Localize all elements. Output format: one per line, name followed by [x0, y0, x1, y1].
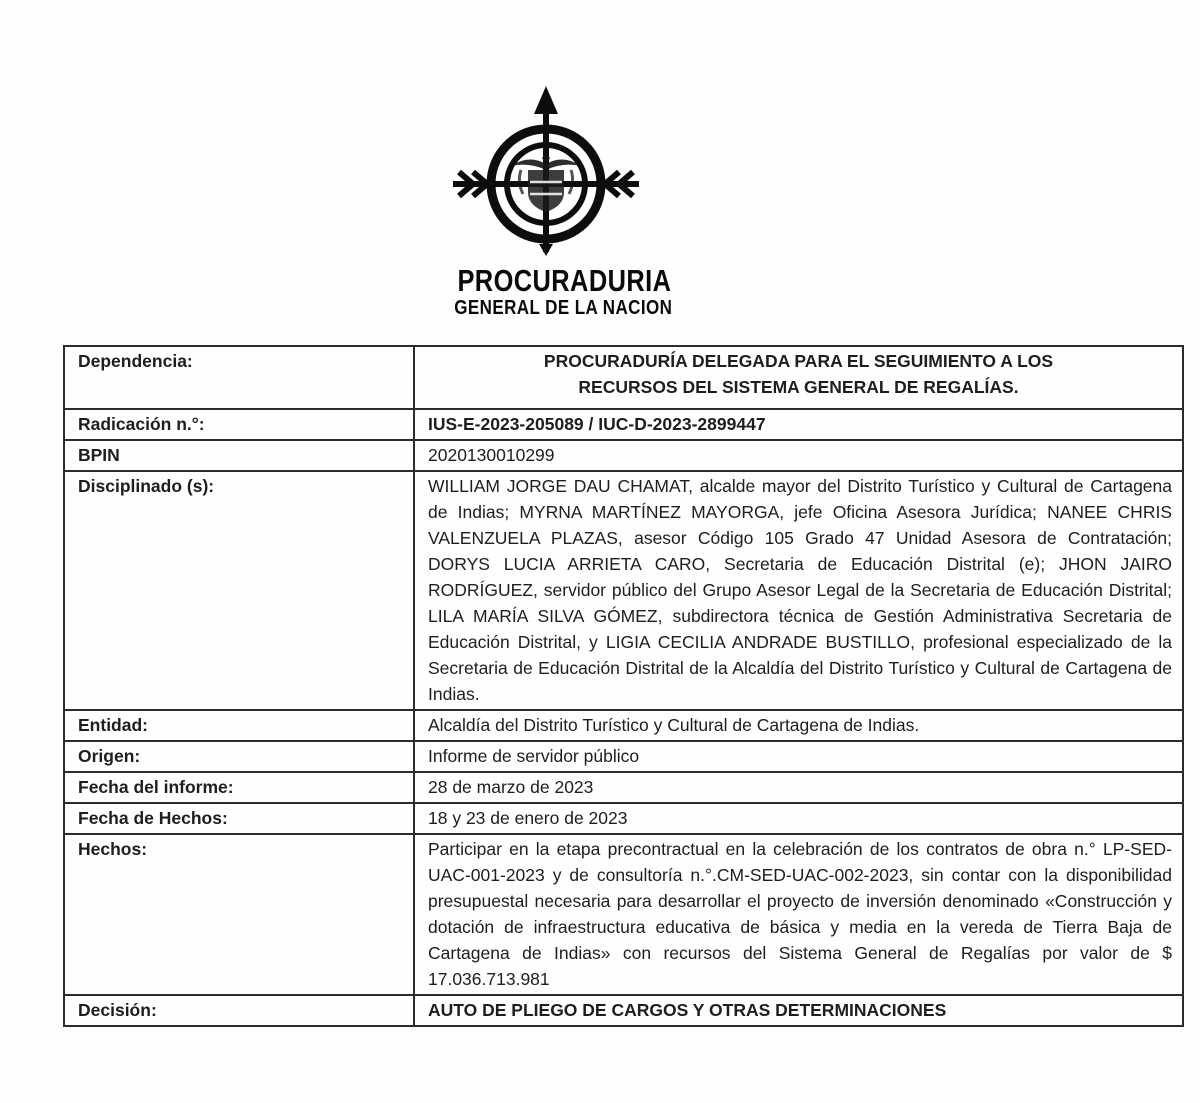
row-label: Origen:	[64, 741, 414, 772]
row-label: BPIN	[64, 440, 414, 471]
row-value: PROCURADURÍA DELEGADA PARA EL SEGUIMIENTO A LOS RECURSOS DEL SISTEMA GENERAL DE REGALÍAS.	[414, 346, 1183, 409]
case-summary-table	[63, 345, 1184, 1027]
row-label: Hechos:	[64, 834, 414, 995]
row-label: Dependencia:	[64, 346, 414, 409]
table-row	[64, 471, 1183, 710]
row-label: Decisión:	[64, 995, 414, 1026]
row-label: Fecha del informe:	[64, 772, 414, 803]
row-value: Alcaldía del Distrito Turístico y Cultural de Cartagena de Indias.	[414, 710, 1183, 741]
row-value: 28 de marzo de 2023	[414, 772, 1183, 803]
table-row	[64, 710, 1183, 741]
table-row	[64, 346, 1183, 409]
row-label: Disciplinado (s):	[64, 471, 414, 710]
row-label: Radicación n.°:	[64, 409, 414, 440]
row-value: AUTO DE PLIEGO DE CARGOS Y OTRAS DETERMINACIONES	[414, 995, 1183, 1026]
table-row	[64, 995, 1183, 1026]
logo-title: PROCURADURIA	[457, 263, 672, 298]
table-row	[64, 834, 1183, 995]
row-value: 18 y 23 de enero de 2023	[414, 803, 1183, 834]
row-value: Participar en la etapa precontractual en la celebración de los contratos de obra n.° LP-SED-UAC-001-2023 y de consultoría n.°.CM-SED-UAC-002-2023, sin contar con la disponibilidad presupuestal necesaria para desarrollar el proyecto de inversión denominado «Construcción y dotación de infraestructura educativa de básica y media en la vereda de Tierra Baja de Cartagena de Indias» con recursos del Sistema General de Regalías por valor de $ 17.036.713.981	[414, 834, 1183, 995]
table-row	[64, 803, 1183, 834]
pgn-logo	[438, 86, 673, 319]
case-summary-rows	[64, 346, 1183, 1026]
row-label: Fecha de Hechos:	[64, 803, 414, 834]
table-row	[64, 772, 1183, 803]
logo-subtitle: GENERAL DE LA NACION	[454, 297, 673, 319]
row-label: Entidad:	[64, 710, 414, 741]
table-row	[64, 440, 1183, 471]
row-value: Informe de servidor público	[414, 741, 1183, 772]
row-value: IUS-E-2023-205089 / IUC-D-2023-2899447	[414, 409, 1183, 440]
pgn-seal-icon	[451, 86, 641, 258]
row-value: WILLIAM JORGE DAU CHAMAT, alcalde mayor del Distrito Turístico y Cultural de Cartagena de Indias; MYRNA MARTÍNEZ MAYORGA, jefe Oficina Asesora Jurídica; NANEE CHRIS VALENZUELA PLAZAS, asesor Código 105 Grado 47 Unidad Asesora de Contratación; DORYS LUCIA ARRIETA CARO, Secretaria de Educación Distrital (e); JHON JAIRO RODRÍGUEZ, servidor público del Grupo Asesor Legal de la Secretaria de Educación Distrital; LILA MARÍA SILVA GÓMEZ, subdirectora técnica de Gestión Administrativa Secretaria de Educación Distrital, y LIGIA CECILIA ANDRADE BUSTILLO, profesional especializado de la Secretaria de Educación Distrital de la Alcaldía del Distrito Turístico y Cultural de Cartagena de Indias.	[414, 471, 1183, 710]
row-value: 2020130010299	[414, 440, 1183, 471]
table-row	[64, 741, 1183, 772]
table-row	[64, 409, 1183, 440]
